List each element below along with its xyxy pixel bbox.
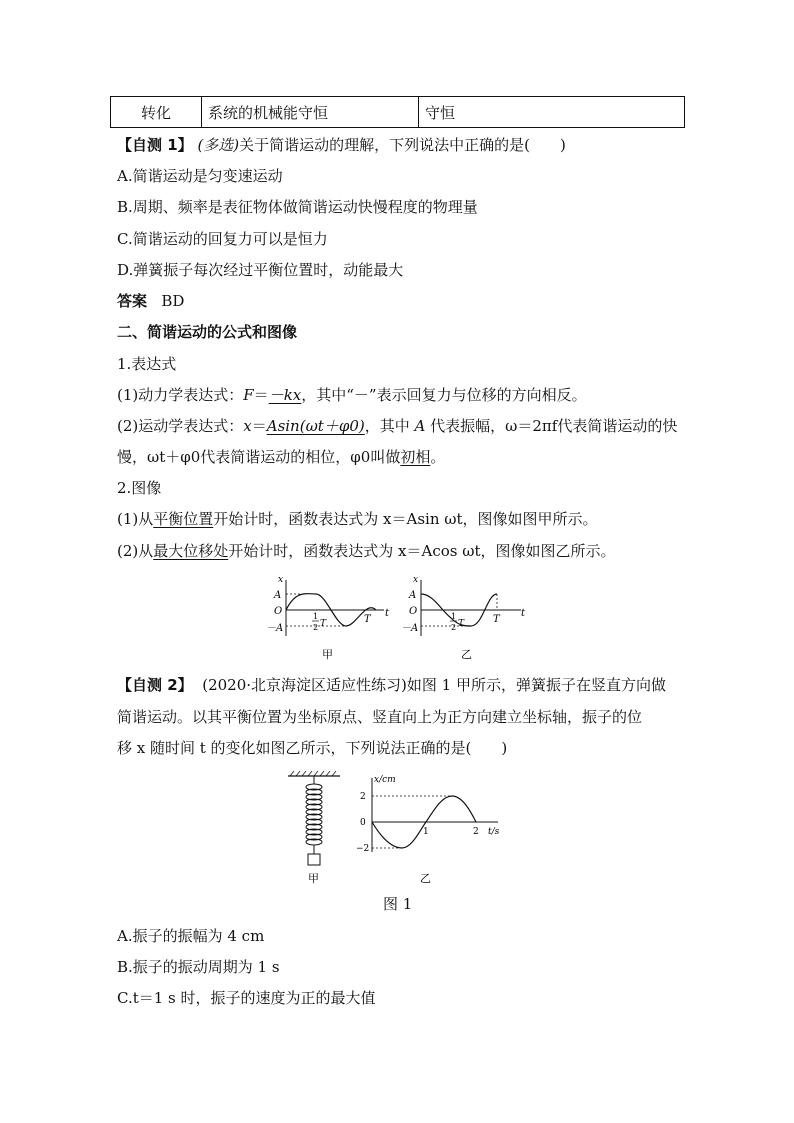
- subheading-graph: 2.图像: [117, 479, 162, 497]
- graph-x-label: t/s: [488, 827, 500, 837]
- time-axis-label: t: [521, 608, 526, 619]
- figure-caption-b: 乙: [461, 648, 472, 661]
- question1-option-b: B.周期、频率是表征物体做简谐运动快慢程度的物理量: [117, 198, 478, 216]
- graph-y-top: 2: [360, 792, 366, 802]
- summary-table-row: [110, 96, 685, 128]
- phase-line: [117, 447, 445, 467]
- question2-option-b: B.振子的振动周期为 1 s: [117, 958, 280, 976]
- figure-caption-a: 甲: [322, 648, 333, 661]
- text-span: ＝: [253, 386, 269, 404]
- underlined-answer: Asin(ωt＋φ0): [266, 417, 365, 435]
- sine-graph-figure: [262, 572, 392, 662]
- amplitude-label: A: [409, 590, 417, 601]
- question1-kind: (多选): [197, 136, 240, 154]
- question1-stem: [117, 135, 566, 155]
- text-span: ＝: [251, 417, 267, 435]
- half-period-symbol: T: [458, 619, 465, 629]
- graph-y-zero: 0: [360, 818, 366, 828]
- graph-x-tick-2: 2: [473, 827, 479, 837]
- text-span: ，其中“－”表示回复力与位移的方向相反。: [301, 386, 587, 404]
- half-period-numerator: 1: [313, 612, 319, 621]
- graph-line-2: [117, 541, 616, 561]
- ceiling-hatch: [290, 771, 336, 776]
- half-period-denominator: 2: [451, 623, 457, 632]
- text-span: F: [243, 386, 254, 404]
- neg-amplitude-label: －A: [401, 623, 419, 634]
- text-span: (2)从: [117, 542, 154, 560]
- x-axis-label: x: [278, 575, 284, 585]
- time-axis-label: t: [385, 608, 390, 619]
- table-cell-mechanical-energy: 系统的机械能守恒: [202, 97, 419, 128]
- text-span: x: [243, 417, 252, 435]
- answer-label: 答案: [117, 292, 148, 310]
- text-span: (1)动力学表达式：: [117, 386, 244, 404]
- text-span: 开始计时，函数表达式为 x＝Acos ωt，图像如图乙所示。: [228, 542, 616, 560]
- table-cell-conversion: 转化: [111, 97, 202, 128]
- text-span: A: [414, 417, 426, 435]
- caption-right: 乙: [420, 872, 431, 885]
- question2-text-1: 如图 1 甲所示，弹簧振子在竖直方向做: [406, 676, 666, 694]
- question2-line-1: [117, 675, 666, 695]
- cosine-graph-figure: [397, 572, 532, 662]
- amplitude-label: A: [274, 590, 282, 601]
- question2-option-c: C.t＝1 s 时，振子的速度为正的最大值: [117, 989, 376, 1007]
- graph-y-bottom: −2: [356, 844, 370, 854]
- text-span: 。: [430, 448, 446, 466]
- text-span: (1)从: [117, 510, 154, 528]
- question2-option-a: A.振子的振幅为 4 cm: [117, 927, 265, 945]
- spring-icon: [306, 776, 322, 854]
- table-cell-conserved: 守恒: [419, 97, 685, 128]
- underlined-answer: 平衡位置: [153, 510, 214, 528]
- question2-tag: 【自测 2】: [117, 676, 193, 694]
- origin-label: O: [409, 606, 418, 617]
- period-label: T: [493, 614, 500, 625]
- text-span: 代表振幅，ω＝2πf代表简谐运动的快: [430, 417, 678, 435]
- dynamics-expression: [117, 385, 587, 405]
- underlined-answer: 初相: [400, 448, 431, 466]
- underlined-answer: －kx: [268, 386, 302, 404]
- mass-block: [308, 854, 320, 865]
- text-span: (2)运动学表达式：: [117, 417, 244, 435]
- half-period-denominator: 2: [313, 623, 319, 632]
- figure-caption: 图 1: [383, 895, 413, 913]
- text-span: 慢，ωt＋φ0代表简谐运动的相位，φ0叫做: [117, 448, 401, 466]
- graph-y-label: x/cm: [374, 775, 396, 785]
- text-span: 开始计时，函数表达式为 x＝Asin ωt，图像如图甲所示。: [213, 510, 598, 528]
- graph-line-1: [117, 509, 598, 529]
- section-heading: 二、简谐运动的公式和图像: [117, 323, 298, 341]
- question1-answer: [117, 291, 184, 311]
- question2-line-2: 简谐运动。以其平衡位置为坐标原点、竖直向上为正方向建立坐标轴，振子的位: [117, 708, 643, 726]
- caption-left: 甲: [308, 872, 319, 885]
- neg-amplitude-label: －A: [266, 623, 284, 634]
- half-period-symbol: T: [320, 619, 327, 629]
- underlined-answer: 最大位移处: [153, 542, 229, 560]
- x-axis-label: x: [413, 575, 419, 585]
- answer-value: BD: [161, 292, 185, 310]
- question1-option-d: D.弹簧振子每次经过平衡位置时，动能最大: [117, 261, 404, 279]
- question2-line-3: 移 x 随时间 t 的变化如图乙所示，下列说法正确的是( ): [117, 739, 508, 757]
- period-label: T: [364, 614, 371, 625]
- graph-x-tick-1: 1: [423, 827, 429, 837]
- text-span: ，其中: [364, 417, 410, 435]
- question1-tag: 【自测 1】: [117, 136, 193, 154]
- question1-option-a: A.简谐运动是匀变速运动: [117, 167, 283, 185]
- question1-option-c: C.简谐运动的回复力可以是恒力: [117, 230, 328, 248]
- subheading-expression: 1.表达式: [117, 355, 177, 373]
- question1-text: 关于简谐运动的理解，下列说法中正确的是( ): [239, 136, 566, 154]
- origin-label: O: [274, 606, 283, 617]
- question2-source: (2020·北京海淀区适应性练习): [202, 676, 407, 694]
- kinematics-expression: [117, 416, 677, 436]
- half-period-numerator: 1: [451, 612, 457, 621]
- spring-oscillator-figure: [280, 770, 520, 890]
